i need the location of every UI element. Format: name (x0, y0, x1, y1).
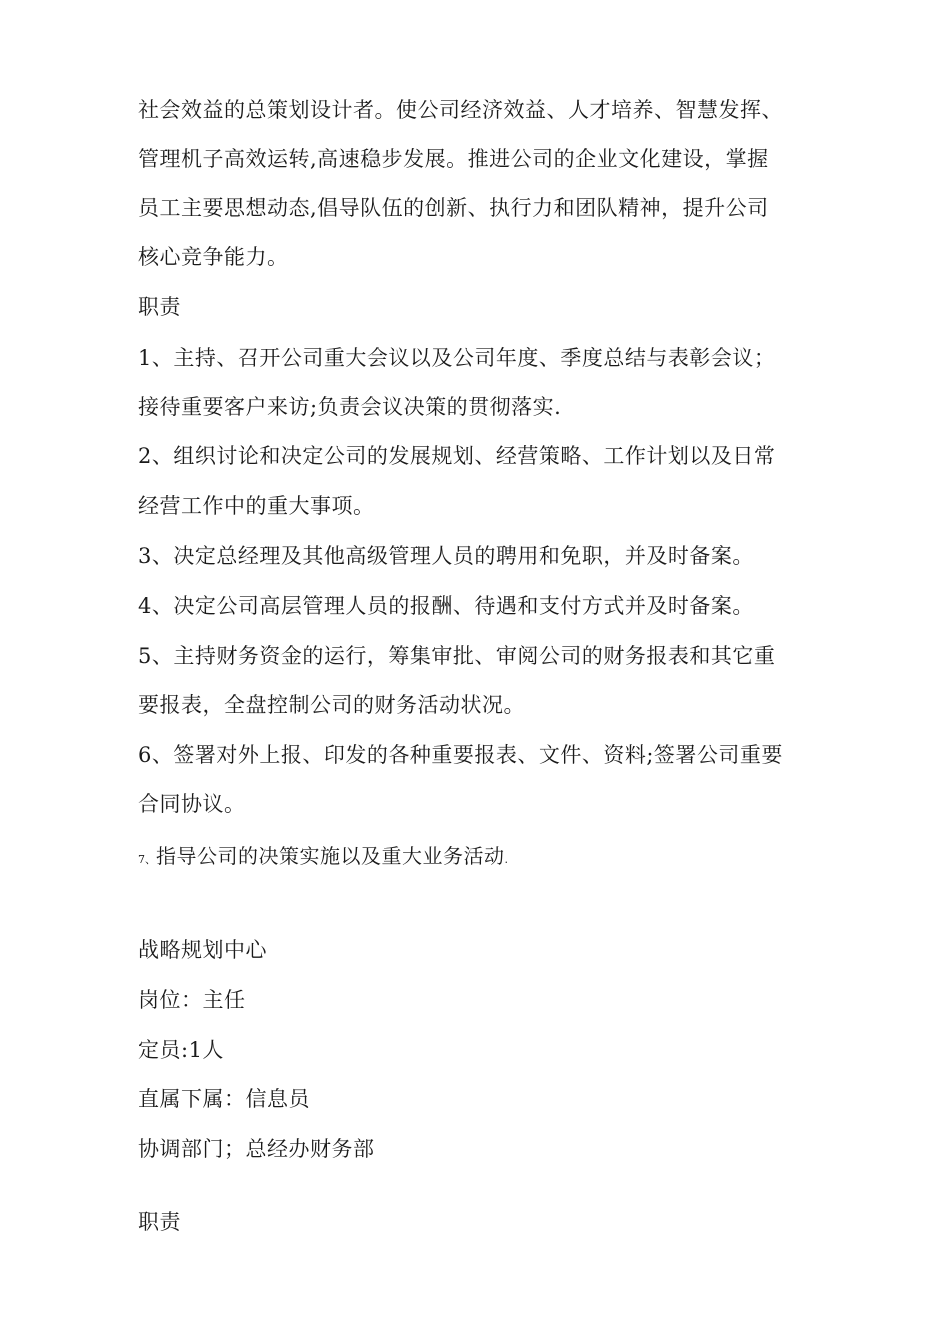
duty-item-7-number: 7、 (138, 853, 156, 866)
duty-line-7: 5、主持财务资金的运行，筹集审批、审阅公司的财务报表和其它重 (138, 644, 776, 668)
duties-heading: 职责 (138, 295, 181, 319)
duty-line-3: 2、组织讨论和决定公司的发展规划、经营策略、工作计划以及日常 (138, 444, 776, 468)
post-line: 岗位：主任 (138, 988, 246, 1012)
intro-line-3: 员工主要思想动态,倡导队伍的创新、执行力和团队精神，提升公司 (138, 196, 769, 220)
duty-line-4: 经营工作中的重大事项。 (138, 494, 375, 518)
coordination-line: 协调部门；总经办财务部 (138, 1137, 375, 1161)
intro-line-2: 管理机子高效运转,高速稳步发展。推进公司的企业文化建设，掌握 (138, 147, 769, 171)
headcount-line: 定员:1人 (138, 1038, 224, 1062)
duty-item-7 (138, 842, 508, 874)
duty-line-2: 接待重要客户来访;负责会议决策的贯彻落实. (138, 395, 562, 419)
duty-line-9: 6、签署对外上报、印发的各种重要报表、文件、资料;签署公司重要 (138, 743, 783, 767)
duty-item-7-text: 指导公司的决策实施以及重大业务活动 (156, 844, 505, 868)
duty-line-8: 要报表，全盘控制公司的财务活动状况。 (138, 693, 525, 717)
intro-line-1: 社会效益的总策划设计者。使公司经济效益、人才培养、智慧发挥、 (138, 98, 783, 122)
duty-line-6: 4、决定公司高层管理人员的报酬、待遇和支付方式并及时备案。 (138, 594, 754, 618)
duty-line-1: 1、主持、召开公司重大会议以及公司年度、季度总结与表彰会议； (138, 346, 776, 370)
intro-line-4: 核心竞争能力。 (138, 245, 289, 269)
subordinates-line: 直属下属：信息员 (138, 1087, 310, 1111)
section-title: 战略规划中心 (138, 938, 267, 962)
duty-item-7-end: . (504, 853, 508, 866)
duties-heading-2: 职责 (138, 1210, 181, 1234)
duty-line-5: 3、决定总经理及其他高级管理人员的聘用和免职，并及时备案。 (138, 544, 754, 568)
duty-line-10: 合同协议。 (138, 792, 246, 816)
